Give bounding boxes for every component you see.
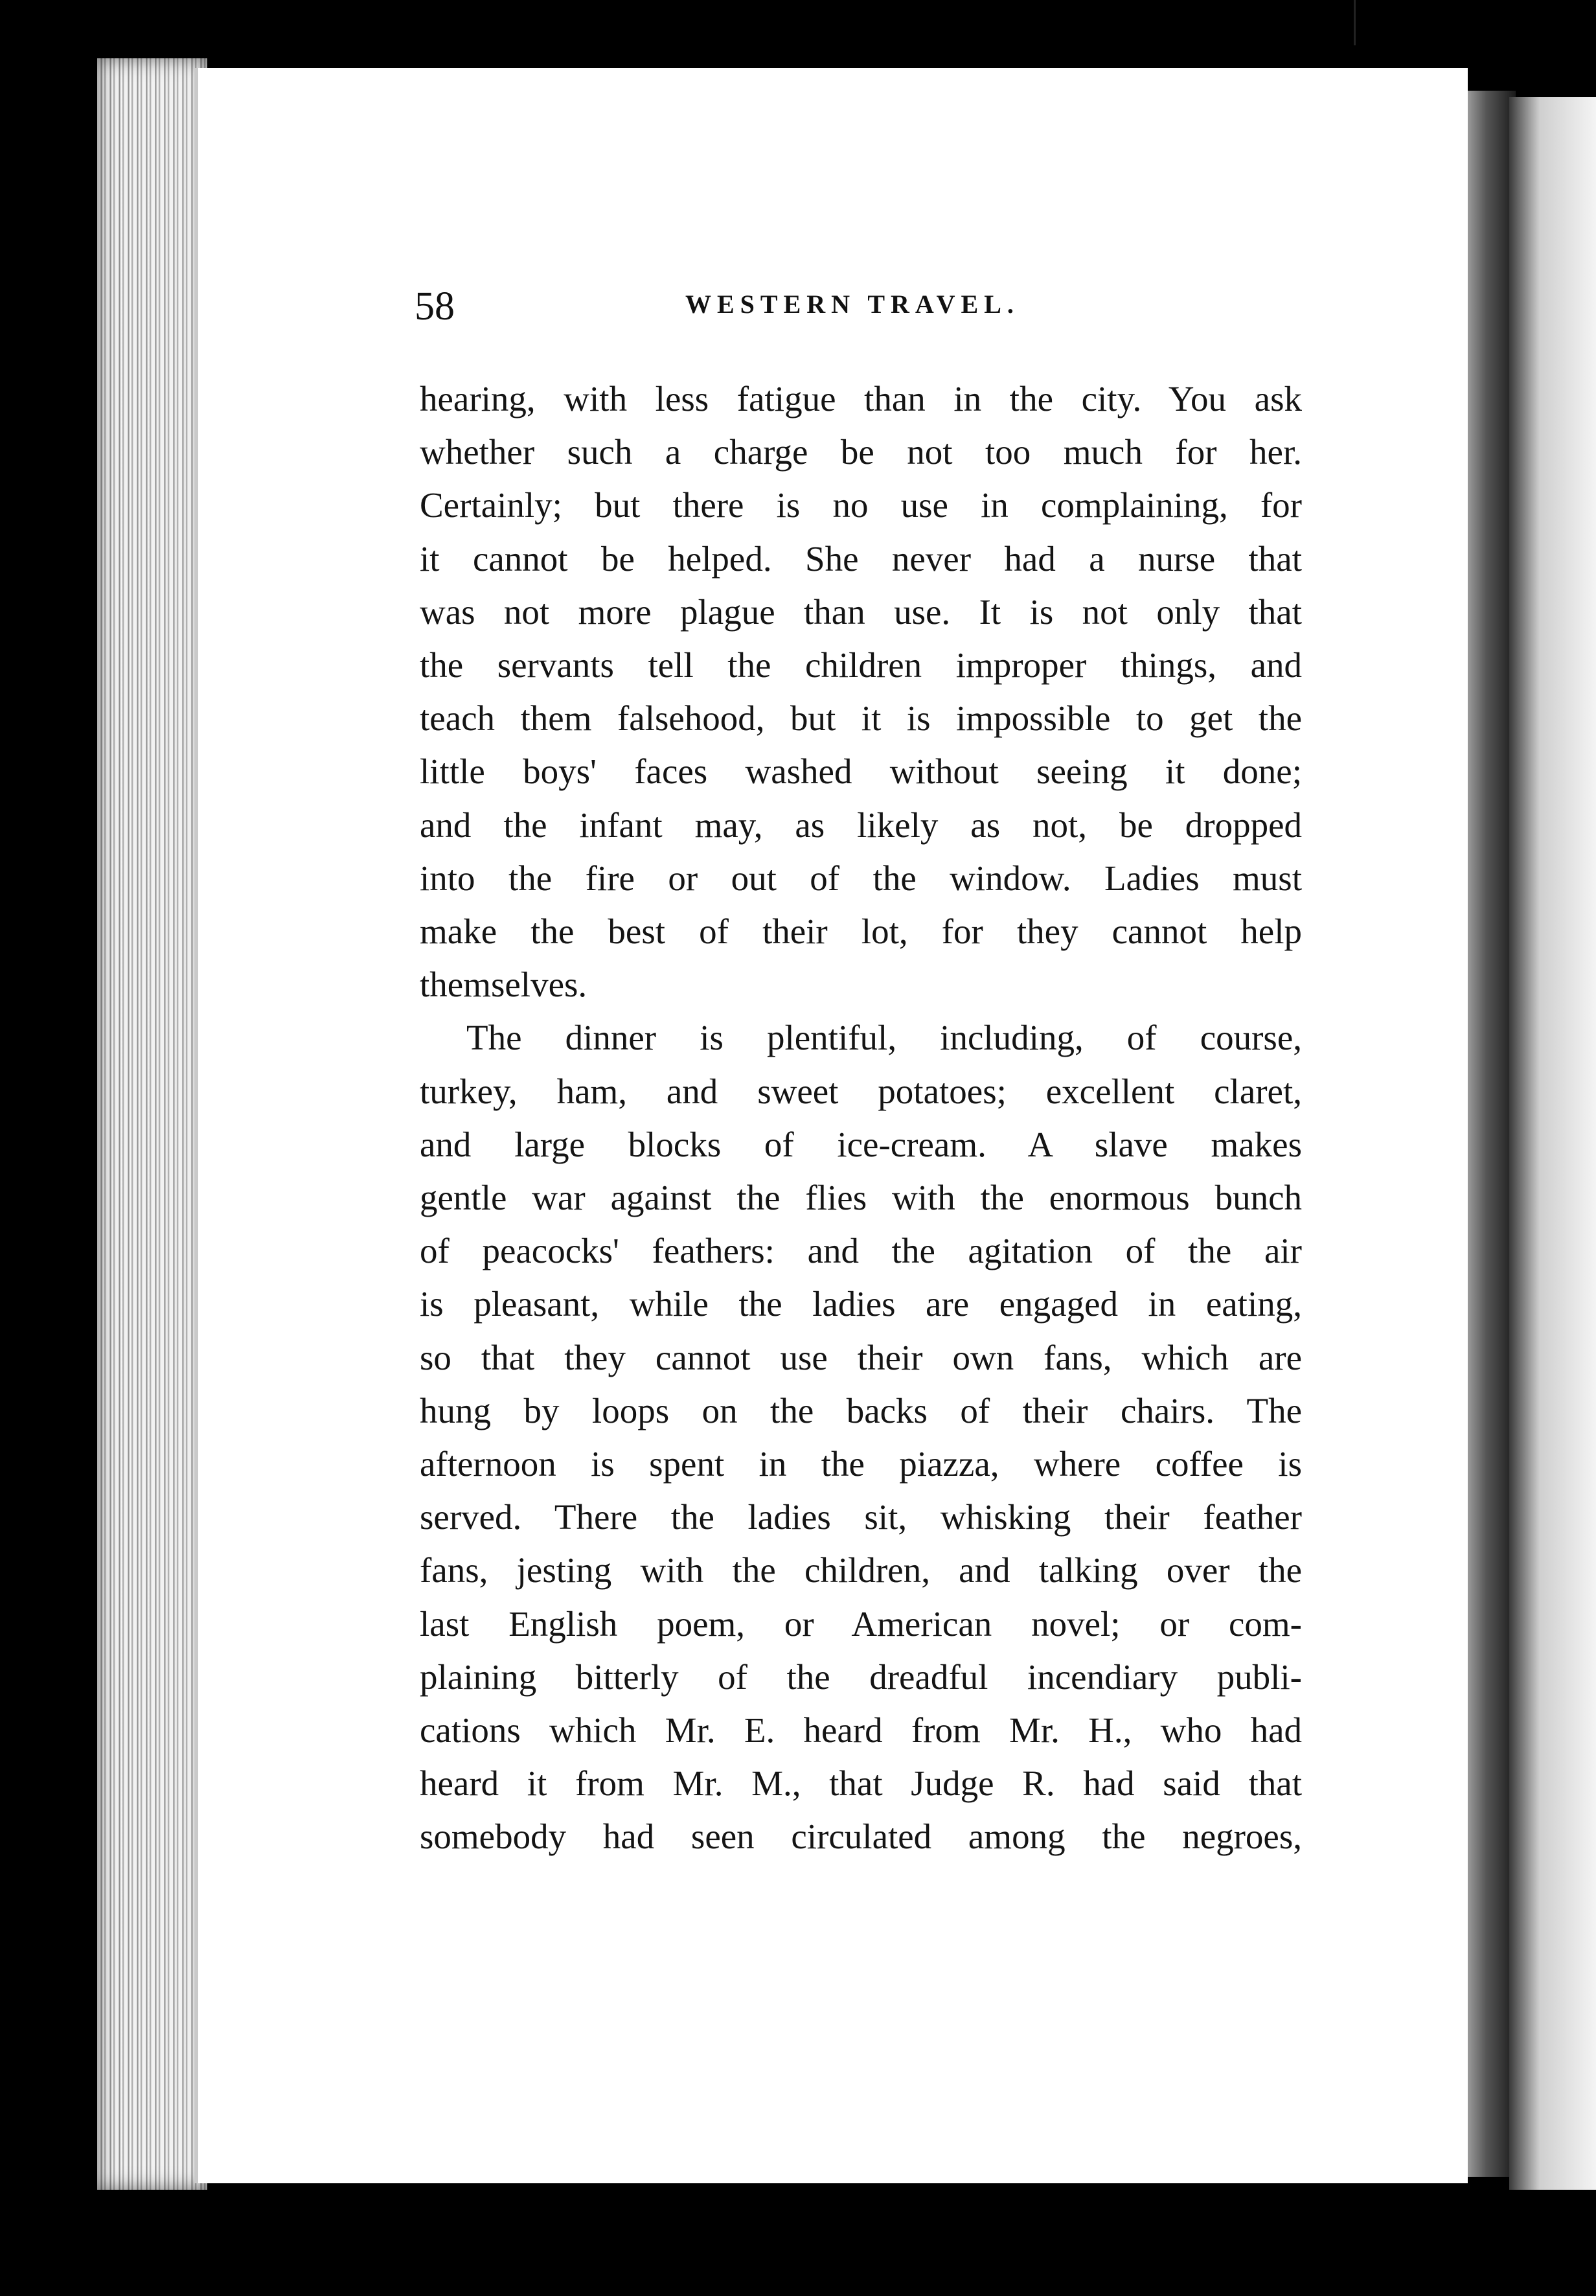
scan-mark	[1354, 0, 1356, 45]
page-number: 58	[415, 284, 455, 328]
text-line: The dinner is plentiful, including, of course,	[466, 1018, 1302, 1058]
paragraph	[420, 1011, 1302, 1863]
text-line: the servants tell the children improper things, and	[420, 645, 1302, 685]
text-line: whether such a charge be not too much for her.	[420, 432, 1302, 472]
text-line: served. There the ladies sit, whisking their feather	[420, 1497, 1302, 1537]
facing-page-edge	[1509, 97, 1596, 2190]
text-line: somebody had seen circulated among the negroes,	[420, 1817, 1302, 1857]
body-text	[420, 373, 1302, 1864]
text-line: into the fire or out of the window. Ladies must	[420, 858, 1302, 898]
text-line: themselves.	[420, 965, 587, 1005]
text-line: cations which Mr. E. heard from Mr. H., who had	[420, 1710, 1302, 1751]
text-line: afternoon is spent in the piazza, where coffee is	[420, 1444, 1302, 1484]
text-line: Certainly; but there is no use in complaining, for	[420, 485, 1302, 525]
text-line: of peacocks' feathers: and the agitation of the air	[420, 1231, 1302, 1271]
text-line: plaining bitterly of the dreadful incendiary publi-	[420, 1657, 1302, 1697]
text-line: was not more plague than use. It is not only that	[420, 591, 1302, 632]
text-line: gentle war against the flies with the enormous bunch	[420, 1178, 1302, 1218]
text-line: little boys' faces washed without seeing it done;	[420, 752, 1302, 792]
text-line: hearing, with less fatigue than in the city. You ask	[420, 379, 1302, 419]
text-line: and large blocks of ice-cream. A slave makes	[420, 1124, 1302, 1164]
text-line: and the infant may, as likely as not, be dropped	[420, 805, 1302, 845]
text-line: it cannot be helped. She never had a nurse that	[420, 538, 1302, 579]
text-line: teach them falsehood, but it is impossible to get the	[420, 698, 1302, 739]
text-line: fans, jesting with the children, and talking over the	[420, 1550, 1302, 1590]
paragraph	[420, 373, 1302, 1011]
text-line: heard it from Mr. M., that Judge R. had said that	[420, 1763, 1302, 1804]
text-line: hung by loops on the backs of their chairs. The	[420, 1390, 1302, 1430]
running-title: WESTERN TRAVEL.	[685, 290, 1020, 319]
book-page-edges	[97, 58, 207, 2190]
text-line: make the best of their lot, for they cannot help	[420, 912, 1302, 952]
text-line: so that they cannot use their own fans, which are	[420, 1337, 1302, 1377]
text-line: is pleasant, while the ladies are engaged in eating,	[420, 1284, 1302, 1324]
text-line: turkey, ham, and sweet potatoes; excellent claret,	[420, 1071, 1302, 1111]
text-line: last English poem, or American novel; or com-	[420, 1603, 1302, 1644]
